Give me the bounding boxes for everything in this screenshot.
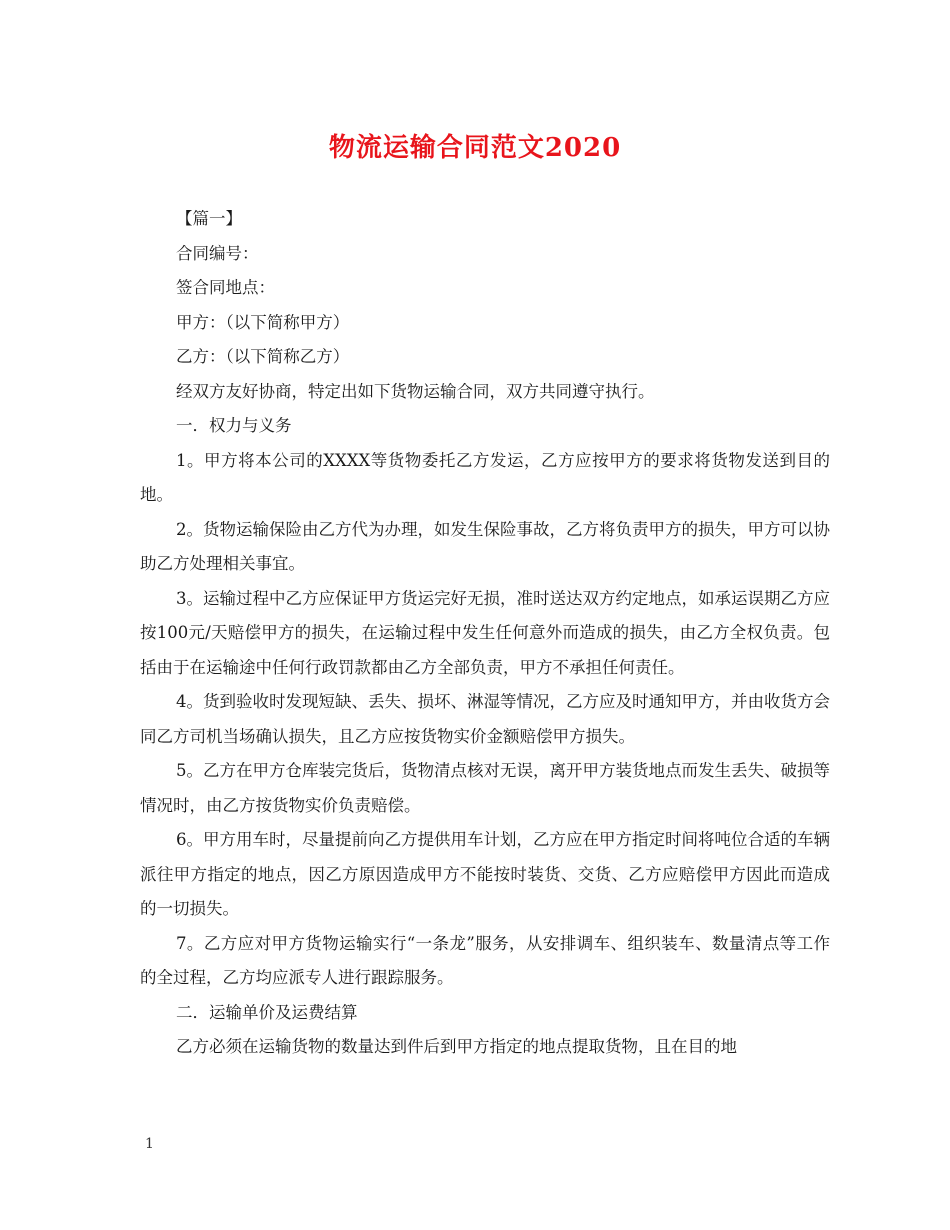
party-a-line: 甲方：（以下简称甲方）: [176, 312, 350, 332]
contract-number-line: 合同编号：: [176, 243, 259, 263]
clause-paragraph: 7。乙方应对甲方货物运输实行“一条龙”服务，从安排调车、组织装车、数量清点等工作的全过程，乙方均应派专人进行跟踪服务。: [140, 933, 830, 987]
clause-paragraph: 6。甲方用车时，尽量提前向乙方提供用车计划，乙方应在甲方指定时间将吨位合适的车辆派往甲方指定的地点，因乙方原因造成甲方不能按时装货、交货、乙方应赔偿甲方因此而造成的一切损失。: [140, 830, 830, 918]
preamble-paragraph: 经双方友好协商，特定出如下货物运输合同，双方共同遵守执行。: [176, 381, 655, 401]
clause-paragraph: 1。甲方将本公司的XXXX等货物委托乙方发运，乙方应按甲方的要求将货物发送到目的地。: [140, 450, 830, 504]
clause-paragraph: 4。货到验收时发现短缺、丢失、损坏、淋湿等情况，乙方应及时通知甲方，并由收货方会同乙方司机当场确认损失，且乙方应按货物实价金额赔偿甲方损失。: [140, 692, 830, 746]
clause-heading: 一．权力与义务: [176, 416, 292, 435]
clause-paragraph: 5。乙方在甲方仓库装完货后，货物清点核对无误，离开甲方装货地点而发生丢失、破损等情况时，由乙方按货物实价负责赔偿。: [140, 761, 830, 815]
page-number: 1: [145, 1136, 154, 1152]
clause-paragraph: 乙方必须在运输货物的数量达到件后到甲方指定的地点提取货物，且在目的地: [176, 1037, 737, 1056]
clause-paragraph: 2。货物运输保险由乙方代为办理，如发生保险事故，乙方将负责甲方的损失，甲方可以协助乙方处理相关事宜。: [140, 519, 830, 573]
party-b-line: 乙方：（以下简称乙方）: [176, 347, 350, 366]
clause-paragraph: 3。运输过程中乙方应保证甲方货运完好无损，准时送达双方约定地点，如承运误期乙方应按100元/天赔偿甲方的损失，在运输过程中发生任何意外而造成的损失，由乙方全权负责。包括由于在运输途中任何行政罚款都由乙方全部负责，甲方不承担任何责任。: [140, 588, 830, 677]
document-body: [140, 202, 830, 1065]
section-heading: 【篇一】: [176, 209, 242, 228]
document-title: 物流运输合同范文2020: [328, 133, 622, 163]
clause-heading: 二．运输单价及运费结算: [176, 1002, 358, 1022]
signing-location-line: 签合同地点：: [176, 278, 275, 297]
